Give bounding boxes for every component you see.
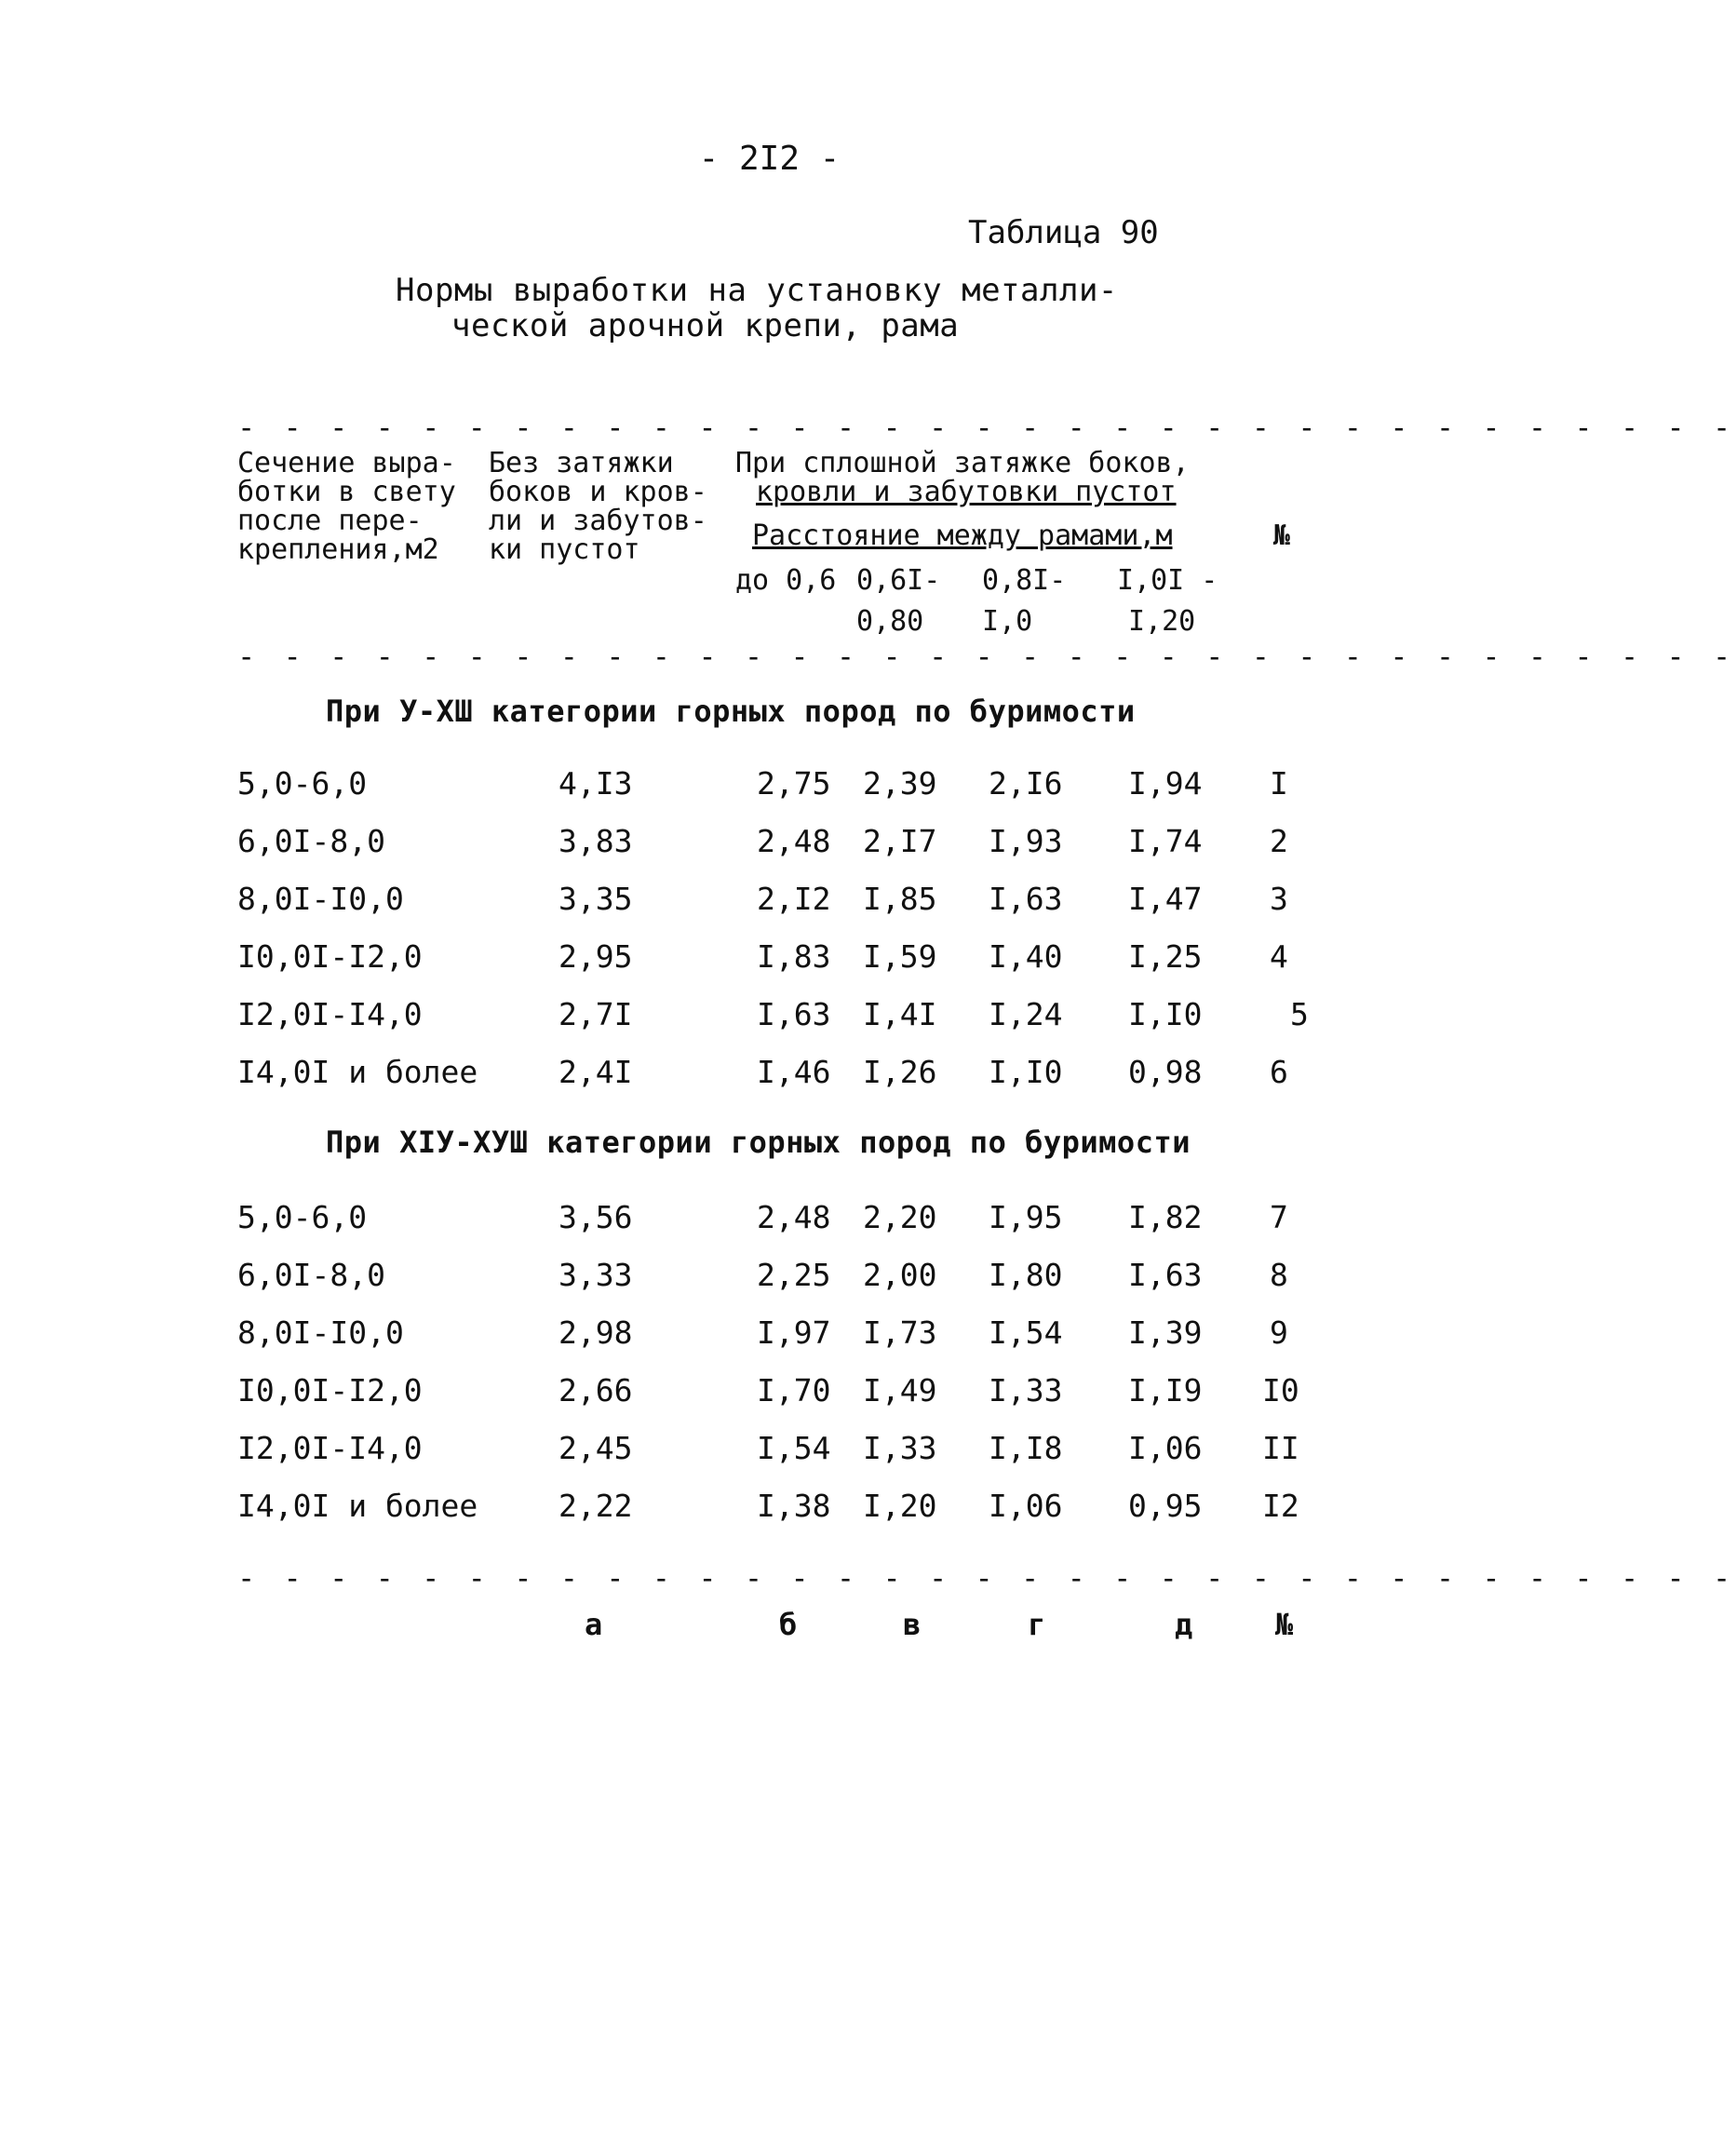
- cell-g: I,80: [989, 1257, 1063, 1293]
- cell-a: 2,98: [558, 1314, 633, 1351]
- cell-d: 0,98: [1128, 1054, 1203, 1090]
- cell-g: 2,I6: [989, 765, 1063, 802]
- cell-g: I,93: [989, 823, 1063, 859]
- column-letter-a: а: [585, 1607, 603, 1642]
- cell-d: I,I9: [1128, 1372, 1203, 1408]
- header-section-label-4: крепления,м2: [237, 533, 439, 566]
- cell-b: I,70: [757, 1372, 831, 1408]
- cell-a: 4,I3: [558, 765, 633, 802]
- table-row: [0, 1257, 1539, 1298]
- table-top-rule: - - - - - - - - - - - - - - - - - - - - - - - - - - - - - - - - -: [237, 410, 1736, 445]
- cell-section: I4,0I и более: [237, 1488, 478, 1524]
- cell-section: I4,0I и более: [237, 1054, 478, 1090]
- cell-section: 5,0-6,0: [237, 765, 368, 802]
- cell-b: 2,25: [757, 1257, 831, 1293]
- cell-section: I0,0I-I2,0: [237, 938, 423, 975]
- cell-b: I,97: [757, 1314, 831, 1351]
- header-sub-d-2: I,20: [1128, 605, 1196, 638]
- cell-g: I,54: [989, 1314, 1063, 1351]
- header-section-label-3: после пере-: [237, 505, 423, 537]
- header-row-number: №: [1273, 519, 1291, 552]
- header-section-label-2: ботки в свету: [237, 476, 456, 508]
- cell-a: 2,4I: [558, 1054, 633, 1090]
- table-row: [0, 823, 1539, 864]
- cell-v: 2,20: [863, 1199, 937, 1235]
- cell-d: 0,95: [1128, 1488, 1203, 1524]
- cell-d: I,I0: [1128, 996, 1203, 1032]
- header-sub-v-2: 0,80: [856, 605, 924, 638]
- cell-number: I0: [1262, 1372, 1299, 1408]
- column-letter-d: д: [1175, 1607, 1193, 1642]
- section-1-title: При У-ХШ категории горных пород по буримости: [326, 694, 1136, 729]
- header-group-line-1: При сплошной затяжке боков,: [735, 447, 1190, 479]
- table-row: [0, 1054, 1539, 1095]
- header-sub-d-1: I,0I -: [1117, 564, 1218, 597]
- header-sub-v-1: 0,6I-: [856, 564, 941, 597]
- header-no-lining-2: боков и кров-: [489, 476, 707, 508]
- cell-b: I,63: [757, 996, 831, 1032]
- column-letter-g: г: [1028, 1607, 1046, 1642]
- cell-v: I,59: [863, 938, 937, 975]
- cell-section: 8,0I-I0,0: [237, 1314, 404, 1351]
- cell-section: I0,0I-I2,0: [237, 1372, 423, 1408]
- cell-g: I,40: [989, 938, 1063, 975]
- header-sub-g-2: I,0: [982, 605, 1033, 638]
- cell-number: 6: [1270, 1054, 1288, 1090]
- cell-section: I2,0I-I4,0: [237, 1430, 423, 1466]
- header-sub-b: до 0,6: [735, 564, 837, 597]
- cell-d: I,06: [1128, 1430, 1203, 1466]
- table-row: [0, 996, 1539, 1037]
- cell-b: I,46: [757, 1054, 831, 1090]
- cell-d: I,39: [1128, 1314, 1203, 1351]
- table-row: [0, 765, 1539, 806]
- cell-g: I,I8: [989, 1430, 1063, 1466]
- table-bottom-rule: - - - - - - - - - - - - - - - - - - - - - - - - - - - - - - - - -: [237, 1560, 1736, 1596]
- header-group-line-2: кровли и забутовки пустот: [756, 476, 1177, 508]
- cell-g: I,33: [989, 1372, 1063, 1408]
- cell-v: 2,00: [863, 1257, 937, 1293]
- cell-b: 2,75: [757, 765, 831, 802]
- section-2-title: При XIУ-ХУШ категории горных пород по буримости: [326, 1125, 1191, 1160]
- table-row: [0, 1199, 1539, 1240]
- cell-number: I: [1270, 765, 1288, 802]
- cell-v: I,26: [863, 1054, 937, 1090]
- cell-b: 2,48: [757, 1199, 831, 1235]
- cell-g: I,I0: [989, 1054, 1063, 1090]
- cell-d: I,82: [1128, 1199, 1203, 1235]
- cell-number: 7: [1270, 1199, 1288, 1235]
- cell-v: I,73: [863, 1314, 937, 1351]
- cell-v: I,20: [863, 1488, 937, 1524]
- header-no-lining-1: Без затяжки: [489, 447, 674, 479]
- cell-d: I,74: [1128, 823, 1203, 859]
- cell-v: I,49: [863, 1372, 937, 1408]
- cell-v: 2,39: [863, 765, 937, 802]
- cell-number: 4: [1270, 938, 1288, 975]
- cell-d: I,63: [1128, 1257, 1203, 1293]
- cell-number: 3: [1270, 881, 1288, 917]
- table-header-rule: - - - - - - - - - - - - - - - - - - - - - - - - - - - - - - - - -: [237, 639, 1736, 674]
- cell-g: I,95: [989, 1199, 1063, 1235]
- cell-v: I,4I: [863, 996, 937, 1032]
- cell-a: 3,33: [558, 1257, 633, 1293]
- table-row: [0, 1372, 1539, 1413]
- cell-b: I,54: [757, 1430, 831, 1466]
- cell-section: I2,0I-I4,0: [237, 996, 423, 1032]
- cell-number: II: [1262, 1430, 1299, 1466]
- cell-a: 2,7I: [558, 996, 633, 1032]
- table-row: [0, 1314, 1539, 1355]
- header-distance: Расстояние между рамами,м: [752, 519, 1173, 552]
- header-no-lining-3: ли и забутов-: [489, 505, 707, 537]
- cell-a: 2,66: [558, 1372, 633, 1408]
- cell-number: 2: [1270, 823, 1288, 859]
- column-letter-b: б: [779, 1607, 798, 1642]
- column-letters: [0, 1607, 1539, 1648]
- cell-number: 5: [1290, 996, 1309, 1032]
- cell-section: 8,0I-I0,0: [237, 881, 404, 917]
- table-row: [0, 1430, 1539, 1471]
- cell-g: I,06: [989, 1488, 1063, 1524]
- table-row: [0, 881, 1539, 922]
- cell-v: I,85: [863, 881, 937, 917]
- cell-b: I,38: [757, 1488, 831, 1524]
- cell-a: 2,95: [558, 938, 633, 975]
- header-no-lining-4: ки пустот: [489, 533, 640, 566]
- cell-d: I,94: [1128, 765, 1203, 802]
- cell-a: 2,45: [558, 1430, 633, 1466]
- cell-section: 6,0I-8,0: [237, 823, 385, 859]
- cell-g: I,24: [989, 996, 1063, 1032]
- cell-section: 6,0I-8,0: [237, 1257, 385, 1293]
- cell-g: I,63: [989, 881, 1063, 917]
- table-row: [0, 938, 1539, 979]
- cell-a: 3,35: [558, 881, 633, 917]
- cell-number: 8: [1270, 1257, 1288, 1293]
- column-letter-number: №: [1275, 1607, 1294, 1642]
- cell-b: 2,48: [757, 823, 831, 859]
- cell-v: I,33: [863, 1430, 937, 1466]
- cell-v: 2,I7: [863, 823, 937, 859]
- cell-b: 2,I2: [757, 881, 831, 917]
- column-letter-v: в: [903, 1607, 922, 1642]
- table-title-line-2: ческой арочной крепи, рама: [451, 307, 960, 344]
- cell-b: I,83: [757, 938, 831, 975]
- cell-a: 3,83: [558, 823, 633, 859]
- cell-d: I,47: [1128, 881, 1203, 917]
- table-label: Таблица 90: [968, 214, 1159, 251]
- cell-a: 2,22: [558, 1488, 633, 1524]
- cell-section: 5,0-6,0: [237, 1199, 368, 1235]
- cell-number: I2: [1262, 1488, 1299, 1524]
- cell-number: 9: [1270, 1314, 1288, 1351]
- header-section-label-1: Сечение выра-: [237, 447, 456, 479]
- cell-d: I,25: [1128, 938, 1203, 975]
- table-row: [0, 1488, 1539, 1529]
- cell-a: 3,56: [558, 1199, 633, 1235]
- header-sub-g-1: 0,8I-: [982, 564, 1067, 597]
- page-number: - 2I2 -: [698, 140, 841, 178]
- table-title-line-1: Нормы выработки на установку металли-: [396, 272, 1118, 309]
